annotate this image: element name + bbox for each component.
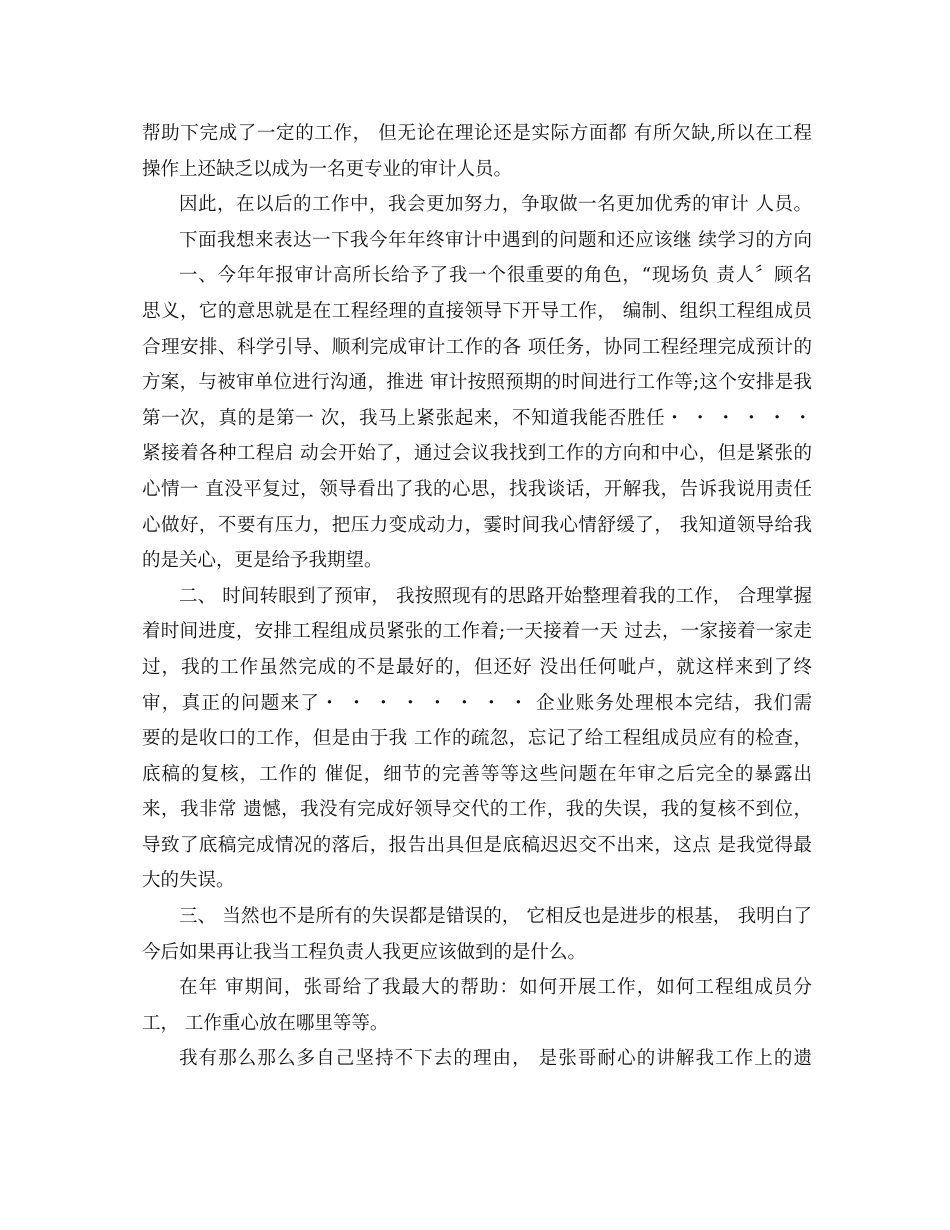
text-line: 因此，在以后的工作中，我会更加努力，争取做一名更加优秀的审计 人员。 xyxy=(179,194,812,216)
text-line: 工， 工作重心放在哪里等等。 xyxy=(142,1012,389,1034)
text-line: 帮助下完成了一定的工作， 但无论在理论还是实际方面都 有所欠缺,所以在工程 xyxy=(142,123,812,144)
text-line: 心做好，不要有压力，把压力变成动力，霎时间我心情舒缓了， 我知道领导给我 xyxy=(142,514,812,536)
text-line: 三、 当然也不是所有的失误都是错误的， 它相反也是进步的根基， 我明白了 xyxy=(179,906,812,928)
text-line: 底稿的复核，工作的 催促，细节的完善等等这些问题在年审之后完全的暴露出 xyxy=(142,763,812,785)
text-line: 合理安排、科学引导、顺利完成审计工作的各 项任务，协同工程经理完成预计的 xyxy=(142,336,812,358)
text-line: 要的是收口的工作，但是由于我 工作的疏忽，忘记了给工程组成员应有的检查， xyxy=(142,728,812,750)
text-line: 我有那么那么多自己坚持不下去的理由， 是张哥耐心的讲解我工作上的遗 xyxy=(179,1048,812,1070)
body-text xyxy=(142,116,812,1077)
text-line: 下面我想来表达一下我今年年终审计中遇到的问题和还应该继 续学习的方向 xyxy=(179,229,812,251)
text-line: 二、 时间转眼到了预审， 我按照现有的思路开始整理着我的工作， 合理掌握 xyxy=(179,585,812,607)
text-line: 来，我非常 遗憾，我没有完成好领导交代的工作，我的失误，我的复核不到位， xyxy=(142,799,812,821)
text-line: 操作上还缺乏以成为一名更专业的审计人员。 xyxy=(142,158,513,180)
text-line: 第一次，真的是第一 次，我马上紧张起来，不知道我能否胜任・ ・ ・ ・ ・ ・ xyxy=(142,407,812,429)
text-line: 方案，与被审单位进行沟通，推进 审计按照预期的时间进行工作等;这个安排是我 xyxy=(142,372,812,394)
text-line: 紧接着各种工程启 动会开始了，通过会议我找到工作的方向和中心，但是紧张的 xyxy=(142,443,812,465)
text-line: 的是关心，更是给予我期望。 xyxy=(142,550,383,572)
text-line: 着时间进度，安排工程组成员紧张的工作着;一天接着一天 过去，一家接着一家走 xyxy=(142,621,812,643)
text-line: 思义，它的意思就是在工程经理的直接领导下开导工作， 编制、组织工程组成员 xyxy=(142,300,812,322)
text-line: 大的失误。 xyxy=(142,870,235,892)
text-line: 导致了底稿完成情况的落后，报告出具但是底稿迟迟交不出来，这点 是我觉得最 xyxy=(142,834,812,856)
text-line: 在年 审期间，张哥给了我最大的帮助：如何开展工作，如何工程组成员分 xyxy=(179,977,812,999)
text-line: 一、今年年报审计高所长给予了我一个很重要的角色，“现场负 责人〞顾名 xyxy=(179,265,812,287)
text-line: 过，我的工作虽然完成的不是最好的，但还好 没出任何呲卢，就这样来到了终 xyxy=(142,656,812,678)
text-line: 审，真正的问题来了・ ・ ・ ・ ・ ・ ・ ・ 企业账务处理根本完结，我们需 xyxy=(142,692,812,714)
text-line: 今后如果再让我当工程负责人我更应该做到的是什么。 xyxy=(142,941,587,963)
text-line: 心情一 直没平复过，领导看出了我的心思，找我谈话，开解我，告诉我说用责任 xyxy=(142,478,812,500)
